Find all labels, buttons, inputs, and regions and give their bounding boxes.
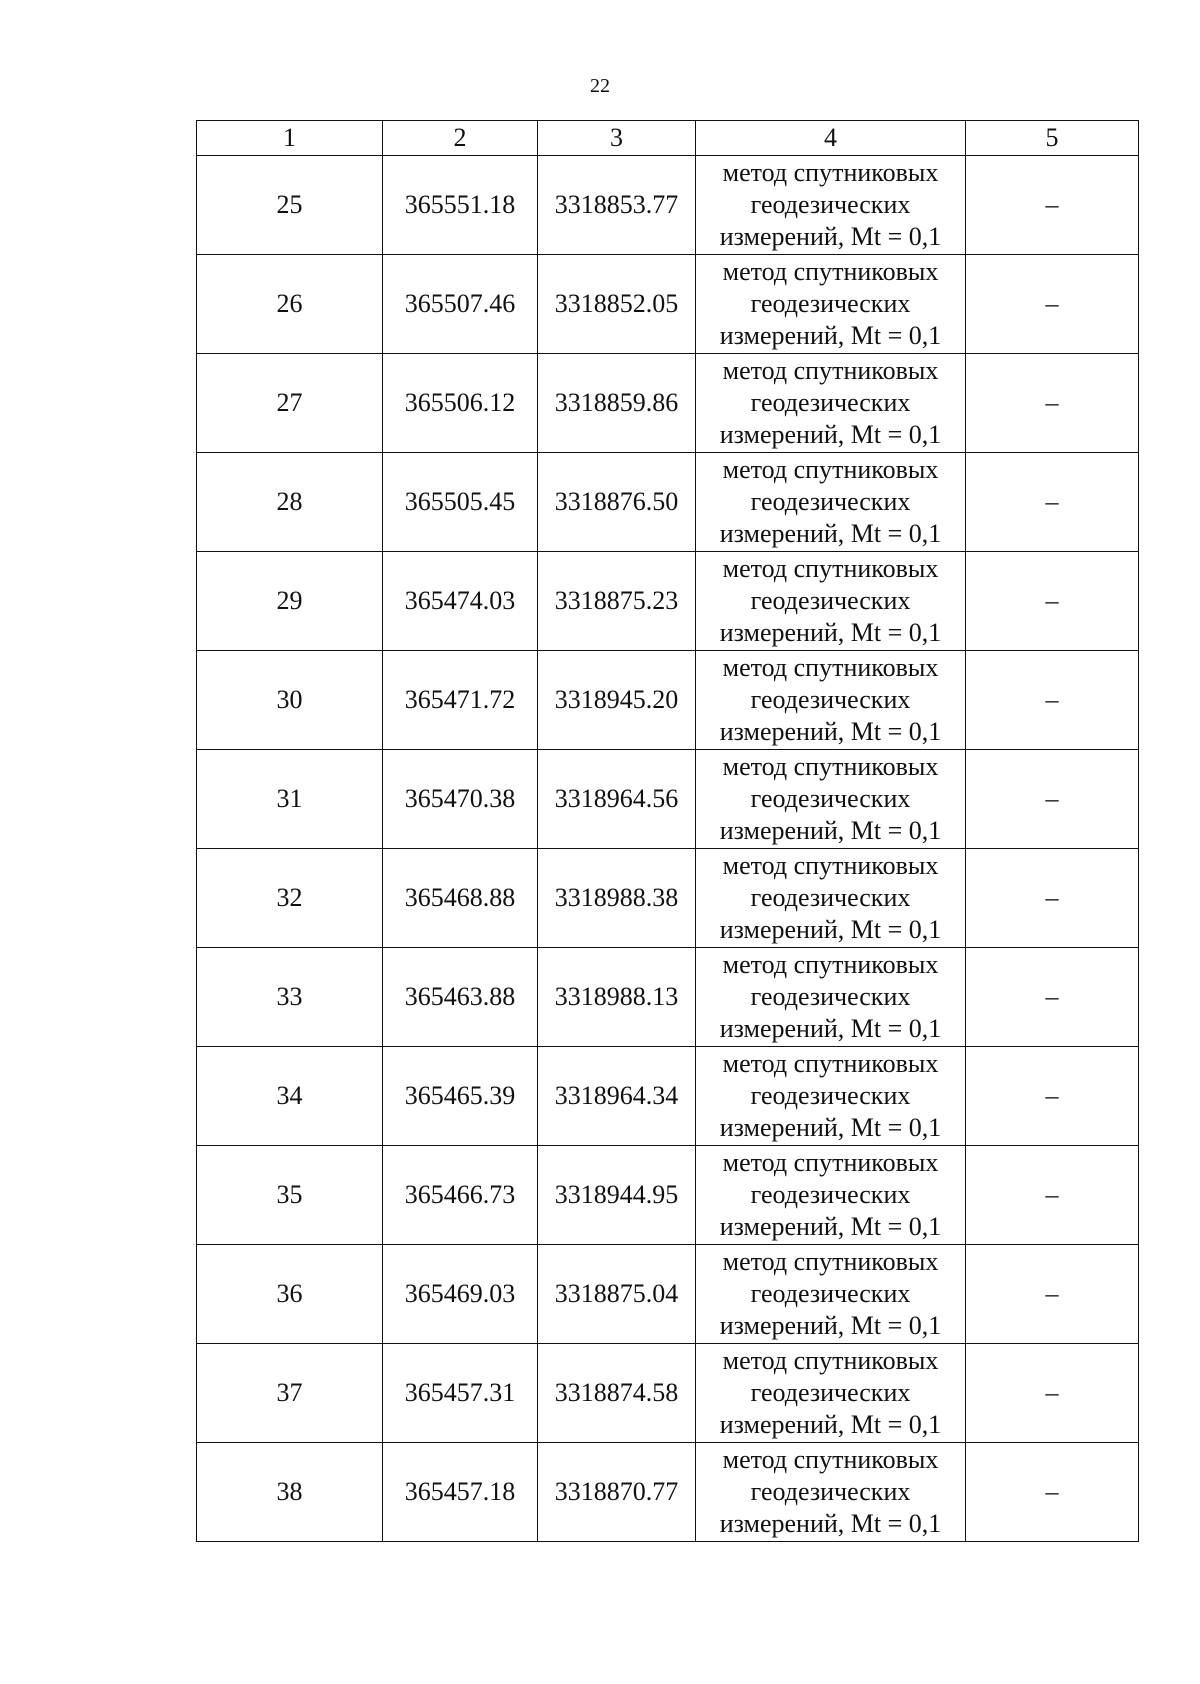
- point-number-cell: 26: [197, 255, 383, 354]
- y-coordinate-cell: 3318852.05: [538, 255, 696, 354]
- x-coordinate-cell: 365457.18: [383, 1443, 538, 1542]
- header-row: [197, 121, 1139, 156]
- table-row: [197, 750, 1139, 849]
- x-coordinate-cell: 365507.46: [383, 255, 538, 354]
- y-coordinate-cell: 3318945.20: [538, 651, 696, 750]
- method-line: измерений, Mt = 0,1: [719, 1509, 942, 1538]
- x-coordinate-cell: 365469.03: [383, 1245, 538, 1344]
- header-col-1: 1: [197, 121, 383, 156]
- method-line: метод спутниковых: [722, 752, 939, 781]
- method-cell: [696, 651, 966, 750]
- method-line: измерений, Mt = 0,1: [719, 618, 942, 647]
- method-line: измерений, Mt = 0,1: [719, 321, 942, 350]
- x-coordinate-cell: 365470.38: [383, 750, 538, 849]
- method-line: геодезических: [750, 388, 911, 417]
- x-coordinate-cell: 365465.39: [383, 1047, 538, 1146]
- method-line: геодезических: [750, 784, 911, 813]
- point-number-cell: 35: [197, 1146, 383, 1245]
- method-line: метод спутниковых: [722, 356, 939, 385]
- y-coordinate-cell: 3318988.38: [538, 849, 696, 948]
- method-line: метод спутниковых: [722, 851, 939, 880]
- point-number-cell: 25: [197, 156, 383, 255]
- point-number-cell: 27: [197, 354, 383, 453]
- table-row: [197, 1047, 1139, 1146]
- table-row: [197, 1443, 1139, 1542]
- method-line: измерений, Mt = 0,1: [719, 1410, 942, 1439]
- table-body: [197, 156, 1139, 1542]
- x-coordinate-cell: 365505.45: [383, 453, 538, 552]
- point-number-cell: 36: [197, 1245, 383, 1344]
- method-cell: [696, 1344, 966, 1443]
- method-line: измерений, Mt = 0,1: [719, 1311, 942, 1340]
- y-coordinate-cell: 3318964.34: [538, 1047, 696, 1146]
- method-line: измерений, Mt = 0,1: [719, 222, 942, 251]
- y-coordinate-cell: 3318874.58: [538, 1344, 696, 1443]
- method-line: геодезических: [750, 685, 911, 714]
- method-cell: [696, 156, 966, 255]
- table-row: [197, 651, 1139, 750]
- point-number-cell: 31: [197, 750, 383, 849]
- y-coordinate-cell: 3318964.56: [538, 750, 696, 849]
- note-cell: –: [966, 552, 1139, 651]
- method-line: метод спутниковых: [722, 950, 939, 979]
- x-coordinate-cell: 365457.31: [383, 1344, 538, 1443]
- method-line: метод спутниковых: [722, 1049, 939, 1078]
- method-line: измерений, Mt = 0,1: [719, 420, 942, 449]
- point-number-cell: 34: [197, 1047, 383, 1146]
- method-line: метод спутниковых: [722, 257, 939, 286]
- method-cell: [696, 1245, 966, 1344]
- method-line: метод спутниковых: [722, 653, 939, 682]
- method-line: геодезических: [750, 1081, 911, 1110]
- note-cell: –: [966, 1146, 1139, 1245]
- method-cell: [696, 849, 966, 948]
- point-number-cell: 28: [197, 453, 383, 552]
- table-row: [197, 1245, 1139, 1344]
- method-cell: [696, 354, 966, 453]
- method-line: геодезических: [750, 487, 911, 516]
- note-cell: –: [966, 255, 1139, 354]
- y-coordinate-cell: 3318875.04: [538, 1245, 696, 1344]
- x-coordinate-cell: 365551.18: [383, 156, 538, 255]
- method-line: метод спутниковых: [722, 158, 939, 187]
- method-line: геодезических: [750, 982, 911, 1011]
- header-col-5: 5: [966, 121, 1139, 156]
- method-line: геодезических: [750, 1477, 911, 1506]
- method-cell: [696, 750, 966, 849]
- table-row: [197, 948, 1139, 1047]
- note-cell: –: [966, 849, 1139, 948]
- method-line: измерений, Mt = 0,1: [719, 1212, 942, 1241]
- note-cell: –: [966, 651, 1139, 750]
- table-row: [197, 1344, 1139, 1443]
- method-line: метод спутниковых: [722, 455, 939, 484]
- point-number-cell: 37: [197, 1344, 383, 1443]
- table-row: [197, 1146, 1139, 1245]
- header-col-3: 3: [538, 121, 696, 156]
- table-row: [197, 453, 1139, 552]
- y-coordinate-cell: 3318988.13: [538, 948, 696, 1047]
- method-cell: [696, 255, 966, 354]
- x-coordinate-cell: 365474.03: [383, 552, 538, 651]
- note-cell: –: [966, 750, 1139, 849]
- y-coordinate-cell: 3318876.50: [538, 453, 696, 552]
- table-header: [197, 121, 1139, 156]
- method-cell: [696, 1443, 966, 1542]
- method-line: геодезических: [750, 883, 911, 912]
- point-number-cell: 33: [197, 948, 383, 1047]
- point-number-cell: 30: [197, 651, 383, 750]
- method-line: геодезических: [750, 1180, 911, 1209]
- method-line: измерений, Mt = 0,1: [719, 1113, 942, 1142]
- y-coordinate-cell: 3318870.77: [538, 1443, 696, 1542]
- method-line: метод спутниковых: [722, 1247, 939, 1276]
- method-line: геодезических: [750, 1279, 911, 1308]
- method-line: измерений, Mt = 0,1: [719, 915, 942, 944]
- method-line: метод спутниковых: [722, 554, 939, 583]
- method-line: геодезических: [750, 190, 911, 219]
- method-line: измерений, Mt = 0,1: [719, 816, 942, 845]
- point-number-cell: 32: [197, 849, 383, 948]
- note-cell: –: [966, 1443, 1139, 1542]
- y-coordinate-cell: 3318944.95: [538, 1146, 696, 1245]
- method-cell: [696, 453, 966, 552]
- coordinates-table: [196, 120, 1139, 1542]
- y-coordinate-cell: 3318875.23: [538, 552, 696, 651]
- page-number: 22: [590, 75, 610, 97]
- table-row: [197, 156, 1139, 255]
- method-cell: [696, 948, 966, 1047]
- method-line: измерений, Mt = 0,1: [719, 717, 942, 746]
- method-line: метод спутниковых: [722, 1445, 939, 1474]
- header-col-4: 4: [696, 121, 966, 156]
- y-coordinate-cell: 3318859.86: [538, 354, 696, 453]
- point-number-cell: 29: [197, 552, 383, 651]
- y-coordinate-cell: 3318853.77: [538, 156, 696, 255]
- x-coordinate-cell: 365471.72: [383, 651, 538, 750]
- method-line: геодезических: [750, 586, 911, 615]
- method-line: измерений, Mt = 0,1: [719, 1014, 942, 1043]
- note-cell: –: [966, 354, 1139, 453]
- x-coordinate-cell: 365506.12: [383, 354, 538, 453]
- method-cell: [696, 1146, 966, 1245]
- table-row: [197, 552, 1139, 651]
- method-cell: [696, 552, 966, 651]
- table-row: [197, 354, 1139, 453]
- method-line: измерений, Mt = 0,1: [719, 519, 942, 548]
- x-coordinate-cell: 365463.88: [383, 948, 538, 1047]
- x-coordinate-cell: 365468.88: [383, 849, 538, 948]
- method-line: метод спутниковых: [722, 1148, 939, 1177]
- note-cell: –: [966, 1245, 1139, 1344]
- header-col-2: 2: [383, 121, 538, 156]
- method-line: геодезических: [750, 289, 911, 318]
- note-cell: –: [966, 1344, 1139, 1443]
- note-cell: –: [966, 156, 1139, 255]
- method-cell: [696, 1047, 966, 1146]
- table-row: [197, 849, 1139, 948]
- note-cell: –: [966, 453, 1139, 552]
- x-coordinate-cell: 365466.73: [383, 1146, 538, 1245]
- table-row: [197, 255, 1139, 354]
- method-line: геодезических: [750, 1378, 911, 1407]
- point-number-cell: 38: [197, 1443, 383, 1542]
- note-cell: –: [966, 948, 1139, 1047]
- note-cell: –: [966, 1047, 1139, 1146]
- method-line: метод спутниковых: [722, 1346, 939, 1375]
